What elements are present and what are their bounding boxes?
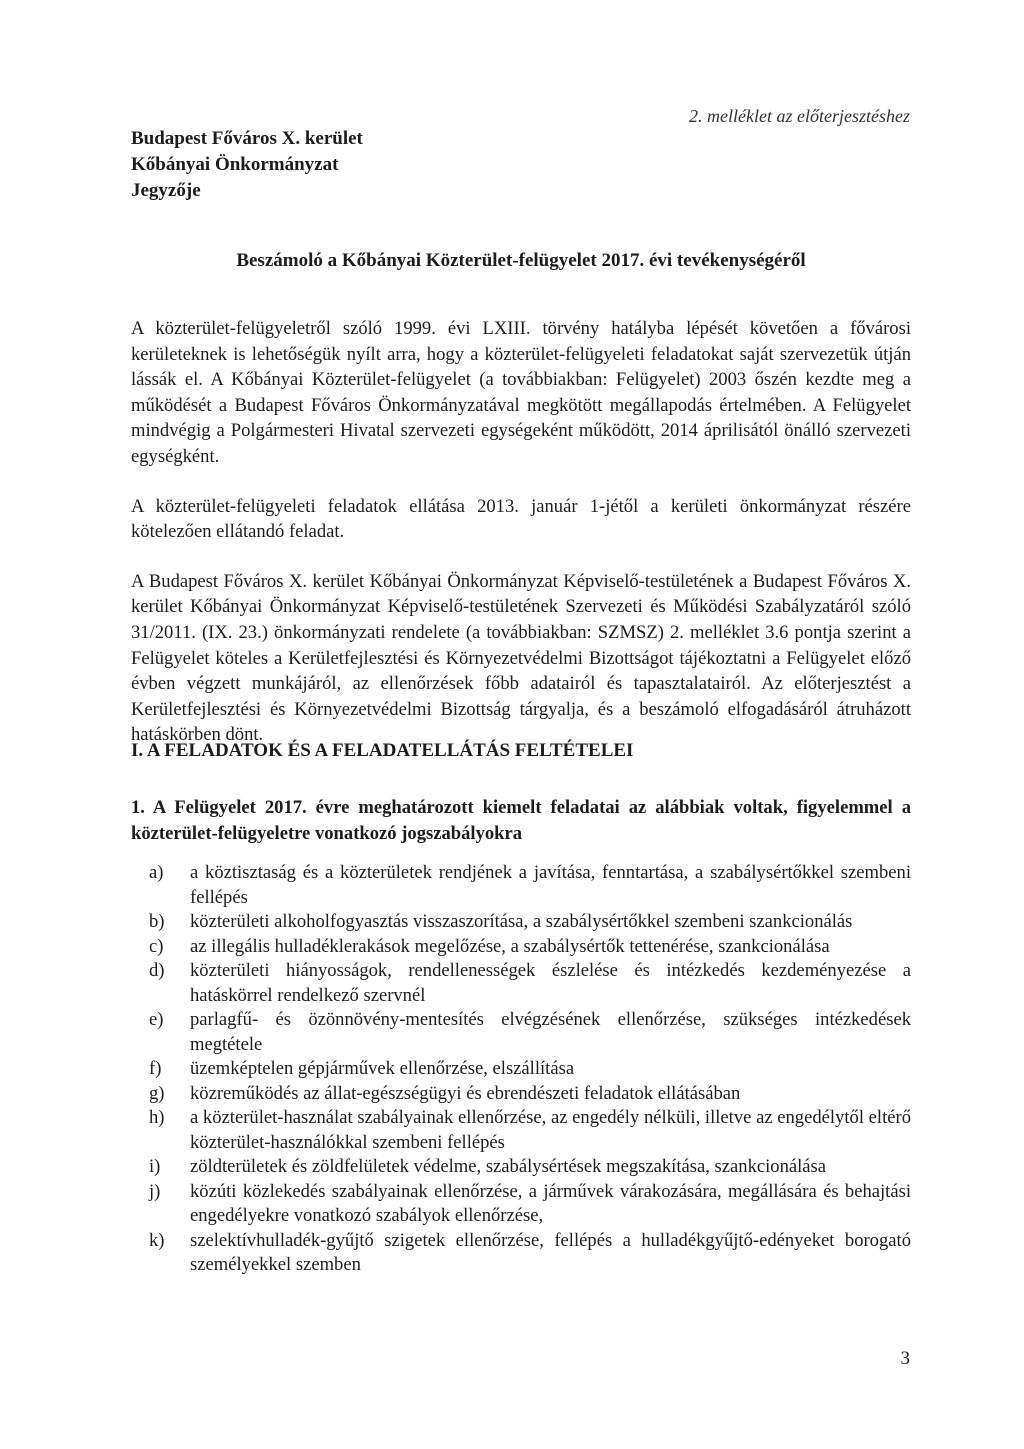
list-item-text: a közterület-használat szabályainak ellenőrzése, az engedély nélküli, illetve az engedélytől eltérő közterület-használókkal szembeni fellépés (190, 1107, 911, 1153)
list-item (131, 1229, 911, 1278)
task-list (131, 861, 911, 1278)
list-item-text: szelektívhulladék-gyűjtő szigetek ellenőrzése, fellépés a hulladékgyűjtő-edényeket borogató személyekkel szemben (190, 1229, 911, 1275)
list-marker: g) (149, 1082, 165, 1104)
list-item-text: a köztisztaság és a közterületek rendjének a javítása, fenntartása, a szabálysértőkkel szembeni fellépés (190, 862, 911, 908)
list-item (131, 910, 911, 935)
list-item (131, 1057, 911, 1082)
list-item (131, 1008, 911, 1057)
issuer-block (131, 126, 363, 204)
list-item (131, 1106, 911, 1155)
page-number: 3 (900, 1348, 910, 1369)
list-marker: b) (149, 911, 165, 932)
list-marker: j) (149, 1180, 161, 1202)
paragraph: A közterület-felügyeleti feladatok ellátása 2013. január 1-jétől a kerületi önkormányzat részére kötelezően ellátandó feladat. (131, 495, 911, 543)
body-text (131, 316, 911, 772)
list-marker: a) (149, 862, 164, 883)
paragraph: A Budapest Főváros X. kerület Kőbányai Önkormányzat Képviselő-testületének a Budapest Főváros X. kerület Kőbányai Önkormányzat Képviselő-testületének Szervezeti és Működési Szabályzatáról szóló 31/2011. (IX. 23.) önkormányzati rendelete (a továbbiakban: SZMSZ) 2. melléklet 3.6 pontja szerint a Felügyelet köteles a Kerületfejlesztési és Környezetvédelmi Bizottságot tájékoztatni a Felügyelet előző évben végzett munkájáról, az ellenőrzések főbb adatairól és tapasztalatairól. Az előterjesztést a Kerületfejlesztési és Környezetvédelmi Bizottság tárgyalja, és a beszámoló elfogadásáról átruházott hatáskörben dönt. (131, 570, 911, 746)
section-title: I. A FELADATOK ÉS A FELADATELLÁTÁS FELTÉTELEI (131, 740, 634, 761)
list-marker: c) (149, 935, 164, 957)
list-item-text: üzemképtelen gépjárművek ellenőrzése, elszállítása (190, 1058, 575, 1079)
list-item-text: közúti közlekedés szabályainak ellenőrzése, a járművek várakozására, megállására és behajtási engedélyekre vonatkozó szabályok ellenőrzése, (190, 1180, 911, 1226)
list-marker: h) (149, 1107, 165, 1128)
subsection-title: 1. A Felügyelet 2017. évre meghatározott kiemelt feladatai az alábbiak voltak, figyelemmel a közterület-felügyeletre vonatkozó jogszabályokra (131, 797, 911, 844)
issuer-line: Jegyzője (131, 180, 201, 201)
list-marker: i) (149, 1156, 161, 1177)
list-marker: f) (149, 1058, 162, 1079)
annex-note: 2. melléklet az előterjesztéshez (689, 106, 910, 126)
list-marker: d) (149, 960, 165, 981)
list-item (131, 935, 911, 960)
list-marker: k) (149, 1229, 165, 1251)
issuer-line: Budapest Főváros X. kerület (131, 128, 363, 149)
list-item-text: parlagfű- és özönnövény-mentesítés elvégzésének ellenőrzése, szükséges intézkedések megtétele (190, 1009, 911, 1055)
list-item (131, 1155, 911, 1180)
list-item (131, 1082, 911, 1107)
list-item-text: az illegális hulladéklerakások megelőzése, a szabálysértők tettenérése, szankcionálása (190, 935, 830, 957)
list-item-text: zöldterületek és zöldfelületek védelme, szabálysértések megszakítása, szankcionálása (190, 1156, 827, 1177)
issuer-line: Kőbányai Önkormányzat (131, 154, 339, 175)
list-item-text: közterületi alkoholfogyasztás visszaszorítása, a szabálysértőkkel szembeni szankcionálás (190, 911, 853, 932)
list-item (131, 861, 911, 910)
list-item (131, 959, 911, 1008)
document-title: Beszámoló a Kőbányai Közterület-felügyelet 2017. évi tevékenységéről (236, 250, 806, 271)
list-marker: e) (149, 1009, 164, 1030)
list-item-text: közreműködés az állat-egészségügyi és ebrendészeti feladatok ellátásában (190, 1082, 741, 1104)
paragraph: A közterület-felügyeletről szóló 1999. évi LXIII. törvény hatályba lépését követően a fővárosi kerületeknek is lehetőségük nyílt arra, hogy a közterület-felügyeleti feladatokat saját szervezetük útján lássák el. A Kőbányai Közterület-felügyelet (a továbbiakban: Felügyelet) 2003 őszén kezdte meg a működését a Budapest Főváros Önkormányzatával megkötött megállapodás értelmében. A Felügyelet mindvégig a Polgármesteri Hivatal szervezeti egységeként működött, 2014 áprilisától önálló szervezeti egységként. (131, 318, 911, 467)
list-item-text: közterületi hiányosságok, rendellenességek észlelése és intézkedés kezdeményezése a hatáskörrel rendelkező szervnél (190, 960, 911, 1006)
list-item (131, 1180, 911, 1229)
